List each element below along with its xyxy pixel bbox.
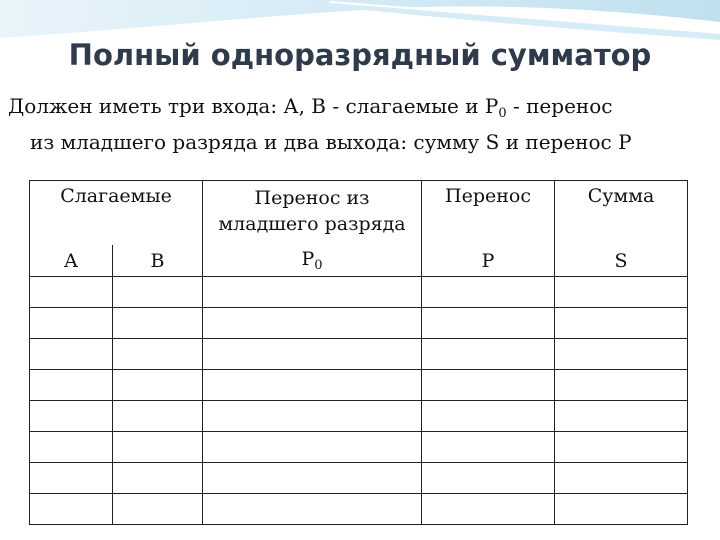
symbol-p0-letter: Р — [301, 248, 315, 270]
table-cell — [203, 432, 422, 463]
table-cell — [555, 401, 688, 432]
table-cell — [113, 494, 203, 525]
header-addends: Слагаемые — [30, 181, 203, 246]
table-cell — [30, 339, 113, 370]
header-sum: Сумма — [555, 181, 688, 246]
header-carry-out: Перенос — [422, 181, 555, 246]
symbol-row — [30, 245, 688, 277]
table-cell — [555, 339, 688, 370]
header-carry-in: Перенос из младшего разряда — [203, 181, 422, 246]
table-cell — [422, 277, 555, 308]
table-row — [30, 370, 688, 401]
intro-line2: из младшего разряда и два выхода: сумму S и перенос Р — [30, 130, 632, 154]
table-cell — [555, 308, 688, 339]
table-cell — [30, 370, 113, 401]
table-cell — [113, 308, 203, 339]
table-cell — [422, 339, 555, 370]
table-cell — [422, 308, 555, 339]
table-cell — [113, 432, 203, 463]
table-cell — [422, 401, 555, 432]
table-cell — [30, 463, 113, 494]
intro-line1-b: - перенос — [506, 94, 613, 118]
intro-line1-a: Должен иметь три входа: А, В - слагаемые и Р — [8, 94, 499, 118]
table-cell — [203, 401, 422, 432]
table-cell — [30, 432, 113, 463]
table-cell — [113, 401, 203, 432]
table-row — [30, 432, 688, 463]
table-cell — [113, 463, 203, 494]
table-cell — [555, 463, 688, 494]
table-cell — [203, 463, 422, 494]
table-row — [30, 308, 688, 339]
symbol-p: Р — [422, 245, 555, 277]
table-cell — [30, 401, 113, 432]
symbol-s: S — [555, 245, 688, 277]
table-cell — [422, 494, 555, 525]
table-cell — [555, 277, 688, 308]
table-cell — [555, 494, 688, 525]
table-cell — [113, 370, 203, 401]
table-cell — [30, 277, 113, 308]
table-cell — [30, 308, 113, 339]
table-cell — [422, 432, 555, 463]
table-cell — [113, 339, 203, 370]
table-cell — [422, 463, 555, 494]
slide-title: Полный одноразрядный сумматор — [68, 38, 652, 72]
table-cell — [203, 339, 422, 370]
header-row — [30, 181, 688, 246]
table-row — [30, 339, 688, 370]
table-cell — [203, 308, 422, 339]
symbol-a: А — [30, 245, 113, 277]
empty-rows — [30, 277, 688, 525]
table-cell — [555, 370, 688, 401]
table-cell — [203, 277, 422, 308]
table-cell — [203, 370, 422, 401]
table-row — [30, 463, 688, 494]
table-cell — [113, 277, 203, 308]
truth-table — [29, 180, 688, 525]
table-row — [30, 277, 688, 308]
symbol-p0 — [203, 245, 422, 277]
symbol-p0-subscript: 0 — [314, 258, 323, 273]
table-cell — [30, 494, 113, 525]
intro-text — [8, 92, 708, 157]
table-row — [30, 494, 688, 525]
symbol-b: В — [113, 245, 203, 277]
intro-subscript: 0 — [498, 106, 507, 121]
table-cell — [555, 432, 688, 463]
table-cell — [203, 494, 422, 525]
table-cell — [422, 370, 555, 401]
table-row — [30, 401, 688, 432]
